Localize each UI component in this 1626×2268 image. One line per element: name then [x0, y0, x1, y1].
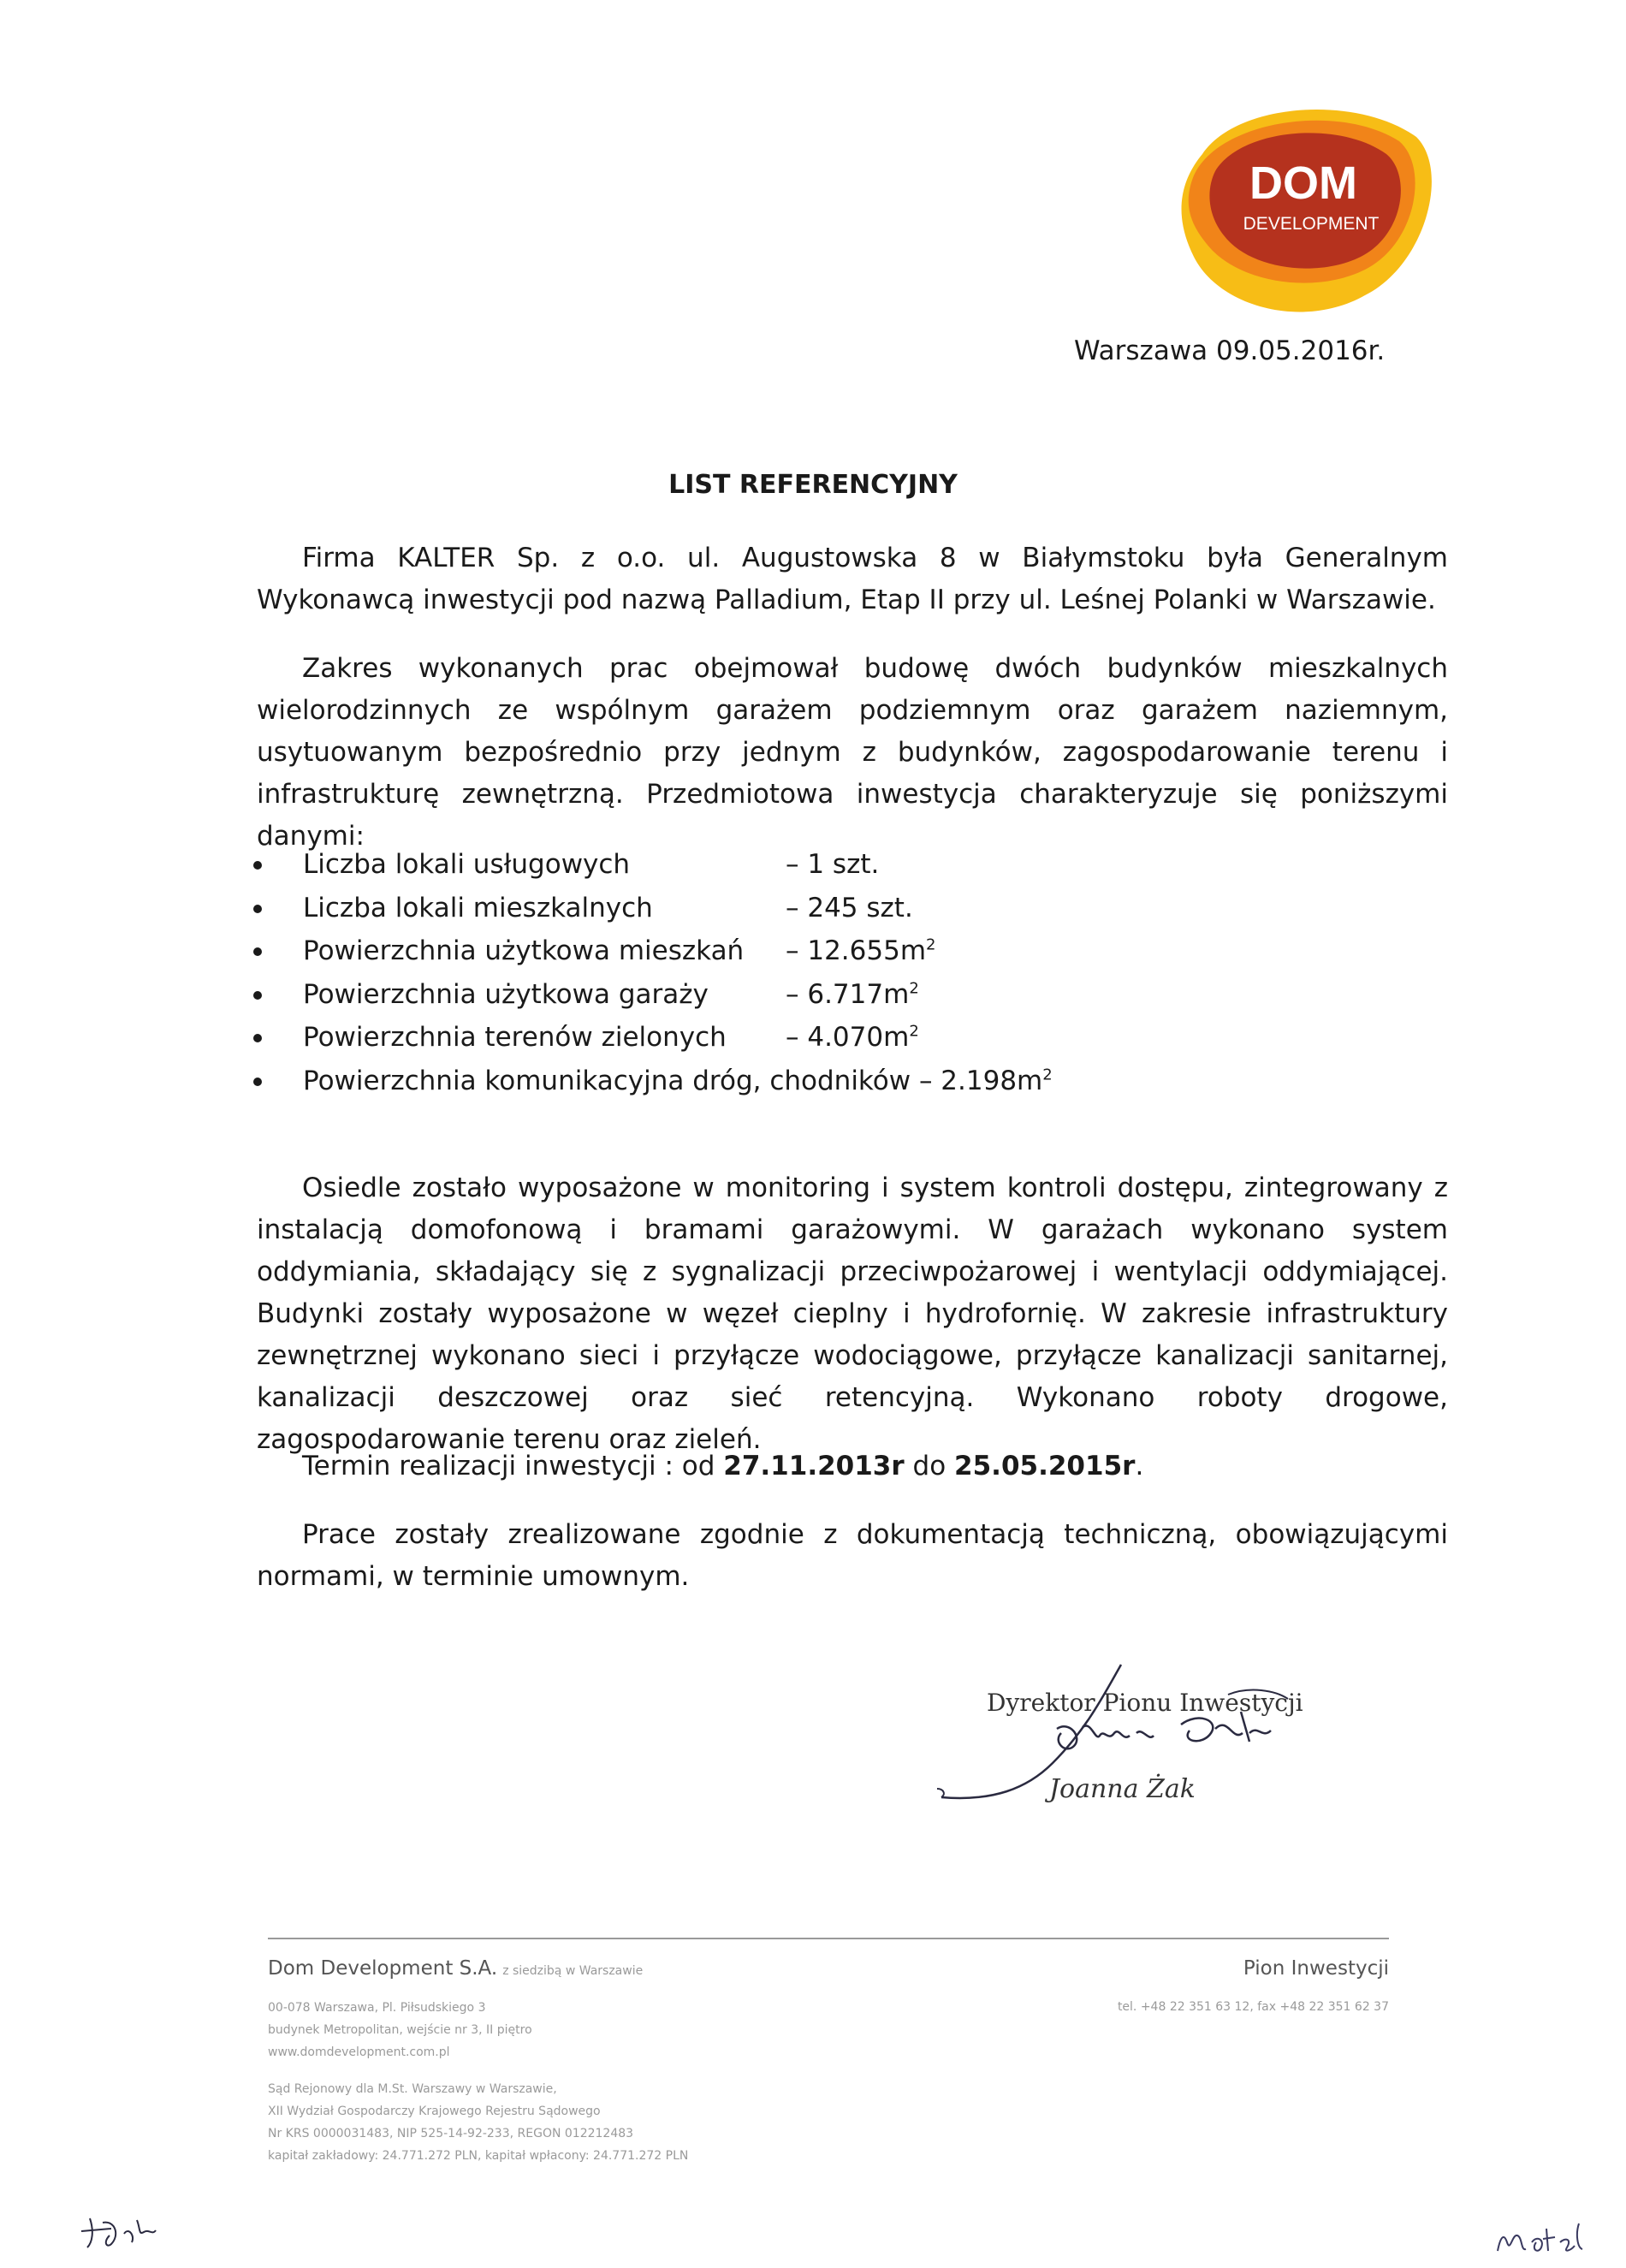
signatory-name: Joanna Żak: [1049, 1774, 1196, 1804]
letter-date: Warszawa 09.05.2016r.: [1074, 335, 1386, 366]
logo-text-dom: DOM: [1249, 157, 1357, 209]
term-paragraph: Termin realizacji inwestycji : od 27.11.2013r do 25.05.2015r.: [302, 1451, 1144, 1481]
handwritten-initials-left: [77, 2210, 163, 2253]
bullet-icon: [253, 1078, 262, 1086]
bullet-icon: [253, 1034, 262, 1042]
closing-paragraph: Prace zostały zrealizowane zgodnie z dokumentacją techniczną, obowiązującymi normami, w terminie umownym.: [257, 1519, 1448, 1592]
footer-registry: Sąd Rejonowy dla M.St. Warszawy w Warszawie, XII Wydział Gospodarczy Krajowego Rejestru Sądowego Nr KRS 0000031483, NIP 525-14-92-233, REGON 012212483 kapitał zakładowy: 24.771.272 PLN, kapitał wpłacony: 24.771.272 PLN: [268, 2082, 689, 2163]
dom-development-logo: [1168, 94, 1442, 325]
handwritten-initials-right: [1493, 2217, 1596, 2259]
footer-address: 00-078 Warszawa, Pl. Piłsudskiego 3 budynek Metropolitan, wejście nr 3, II piętro www.domdevelopment.com.pl: [268, 1997, 532, 2063]
footer-phone: tel. +48 22 351 63 12, fax +48 22 351 62 37: [1117, 2000, 1389, 2014]
intro-paragraph: Firma KALTER Sp. z o.o. ul. Augustowska 8 w Białymstoku była Generalnym Wykonawcą inwestycji pod nazwą Palladium, Etap II przy ul. Leśnej Polanki w Warszawie.: [257, 543, 1448, 615]
footer-divider: [268, 1938, 1389, 1939]
scope-paragraph: Zakres wykonanych prac obejmował budowę dwóch budynków mieszkalnych wielorodzinnych ze wspólnym garażem podziemnym oraz garażem naziemnym, usytuowanym bezpośrednio przy jednym z budynków, zagospodarowanie terenu i infrastrukturę zewnętrzną. Przedmiotowa inwestycja charakteryzuje się poniższymi danymi:: [257, 653, 1448, 852]
logo-text-development: DEVELOPMENT: [1243, 214, 1380, 234]
bullet-icon: [253, 991, 262, 1000]
bullet-icon: [253, 947, 262, 956]
letter-title: LIST REFERENCYJNY: [668, 470, 958, 500]
bullet-icon: [253, 905, 262, 913]
footer-division: Pion Inwestycji: [1243, 1957, 1389, 1980]
equipment-paragraph: Osiedle zostało wyposażone w monitoring i system kontroli dostępu, zintegrowany z instalacją domofonową i bramami garażowymi. W garażach wykonano system oddymiania, składający się z sygnalizacji przeciwpożarowej i wentylacji oddymiającej. Budynki zostały wyposażone w węzeł cieplny i hydrofornię. W zakresie infrastruktury zewnętrznej wykonano sieci i przyłącze wodociągowe, przyłącze kanalizacji sanitarnej, kanalizacji deszczowej oraz sieć retencyjną. Wykonano roboty drogowe, zagospodarowanie terenu oraz zieleń.: [257, 1173, 1448, 1455]
footer-company: Dom Development S.A. z siedzibą w Warszawie: [268, 1957, 644, 1980]
bullet-icon: [253, 861, 262, 870]
footer-website: www.domdevelopment.com.pl: [268, 2045, 450, 2059]
signatory-title: Dyrektor Pionu Inwestycji: [987, 1689, 1303, 1717]
